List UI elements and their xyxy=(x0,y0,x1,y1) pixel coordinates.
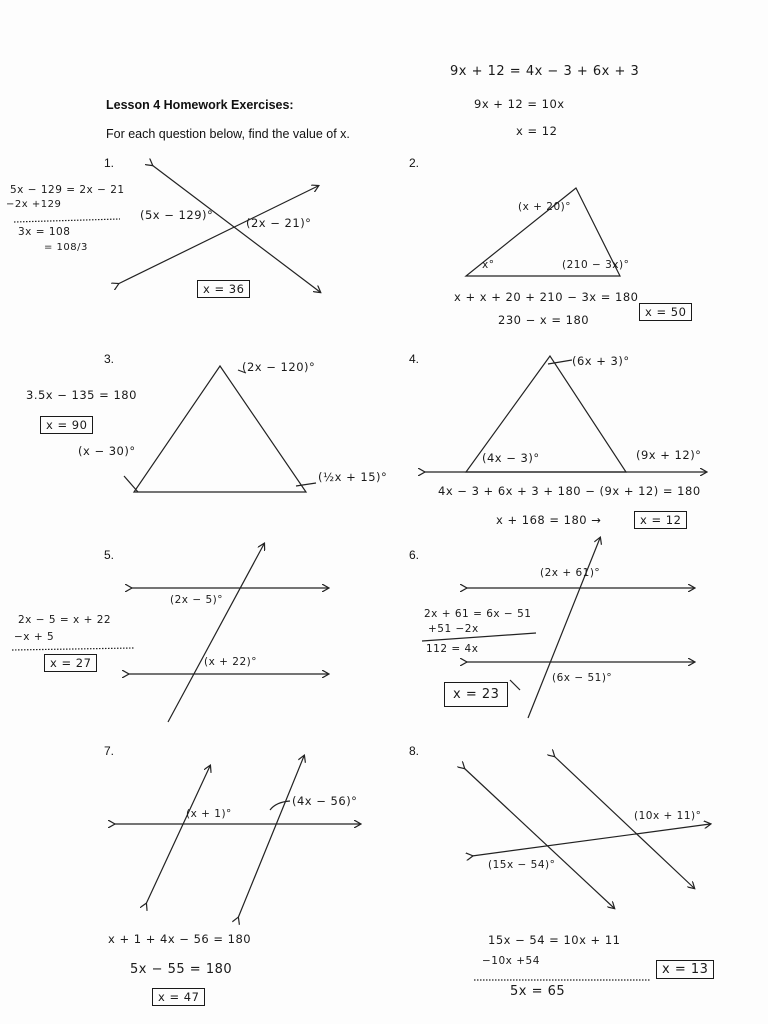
q7-angle-b: (4x − 56)° xyxy=(292,794,358,808)
q5-angle-b: (x + 22)° xyxy=(204,656,257,668)
scratch-line-1: 9x + 12 = 4x − 3 + 6x + 3 xyxy=(450,64,640,79)
q8-work-3: 5x = 65 xyxy=(510,984,566,999)
q4-work-1: 4x − 3 + 6x + 3 + 180 − (9x + 12) = 180 xyxy=(438,484,701,498)
q1-line-b xyxy=(118,186,318,284)
instructions: For each question below, find the value of x. xyxy=(106,127,350,141)
scratch-line-2: 9x + 12 = 10x xyxy=(474,97,565,111)
q5-angle-a: (2x − 5)° xyxy=(170,594,223,606)
q5-answer: x = 27 xyxy=(44,654,97,672)
q6-answer: x = 23 xyxy=(444,682,508,707)
q8-work-2: −10x +54 xyxy=(482,955,540,967)
worksheet-title: Lesson 4 Homework Exercises: xyxy=(106,98,294,112)
q4-work-2: x + 168 = 180 → xyxy=(496,513,602,527)
q8-transversal xyxy=(472,824,710,856)
q4-angle-right: (9x + 12)° xyxy=(636,448,702,462)
question-8-number: 8. xyxy=(409,744,420,758)
q3-angle-left: (x − 30)° xyxy=(78,444,136,458)
q8-angle-a: (10x + 11)° xyxy=(634,810,702,822)
q1-work-2: −2x +129 xyxy=(6,199,62,210)
q3-angle-right: (½x + 15)° xyxy=(318,470,388,484)
scratch-line-3: x = 12 xyxy=(516,124,558,138)
question-4-number: 4. xyxy=(409,352,420,366)
q3-triangle xyxy=(134,366,306,492)
q1-angle-a: (5x − 129)° xyxy=(140,208,214,222)
q3-answer: x = 90 xyxy=(40,416,93,434)
q7-line-left xyxy=(146,766,210,904)
question-1-number: 1. xyxy=(104,156,115,170)
q6-transversal xyxy=(528,538,600,718)
q7-work-1: x + 1 + 4x − 56 = 180 xyxy=(108,932,252,946)
q6-angle-b: (6x − 51)° xyxy=(552,672,613,684)
question-3-number: 3. xyxy=(104,352,115,366)
q6-work-2: +51 −2x xyxy=(428,623,479,635)
q8-angle-b: (15x − 54)° xyxy=(488,859,556,871)
q8-line-right xyxy=(554,756,694,888)
q8-work-1: 15x − 54 = 10x + 11 xyxy=(488,933,621,947)
q1-work-3: 3x = 108 xyxy=(18,226,71,238)
q1-work-1: 5x − 129 = 2x − 21 xyxy=(10,184,125,196)
q5-work-1: 2x − 5 = x + 22 xyxy=(18,614,112,626)
q1-answer: x = 36 xyxy=(197,280,250,298)
question-6-number: 6. xyxy=(409,548,420,562)
q4-angle-inside: (4x − 3)° xyxy=(482,451,540,465)
q5-transversal xyxy=(168,544,264,722)
q7-line-right xyxy=(238,756,304,918)
q8-answer: x = 13 xyxy=(656,960,714,979)
q2-angle-top: (x + 20)° xyxy=(518,201,571,213)
q3-work-1: 3.5x − 135 = 180 xyxy=(26,388,137,402)
q2-angle-left: x° xyxy=(482,259,495,271)
q8-line-left xyxy=(464,768,614,908)
q6-angle-a: (2x + 61)° xyxy=(540,567,601,579)
q7-angle-a: (x + 1)° xyxy=(186,808,232,820)
question-7-number: 7. xyxy=(104,744,115,758)
q6-work-1: 2x + 61 = 6x − 51 xyxy=(424,608,532,620)
q2-answer: x = 50 xyxy=(639,303,692,321)
q7-answer: x = 47 xyxy=(152,988,205,1006)
q1-work-4: = 108/3 xyxy=(44,242,88,253)
q4-answer: x = 12 xyxy=(634,511,687,529)
q4-angle-top: (6x + 3)° xyxy=(572,354,630,368)
q2-work-2: 230 − x = 180 xyxy=(498,313,590,327)
q6-work-3: 112 = 4x xyxy=(426,643,479,655)
q5-work-2: −x + 5 xyxy=(14,631,55,643)
question-5-number: 5. xyxy=(104,548,115,562)
q7-work-2: 5x − 55 = 180 xyxy=(130,962,233,977)
question-2-number: 2. xyxy=(409,156,420,170)
q1-angle-b: (2x − 21)° xyxy=(246,216,312,230)
q3-angle-top: (2x − 120)° xyxy=(242,360,316,374)
q2-angle-right: (210 − 3x)° xyxy=(562,259,630,271)
q2-work-1: x + x + 20 + 210 − 3x = 180 xyxy=(454,290,639,304)
